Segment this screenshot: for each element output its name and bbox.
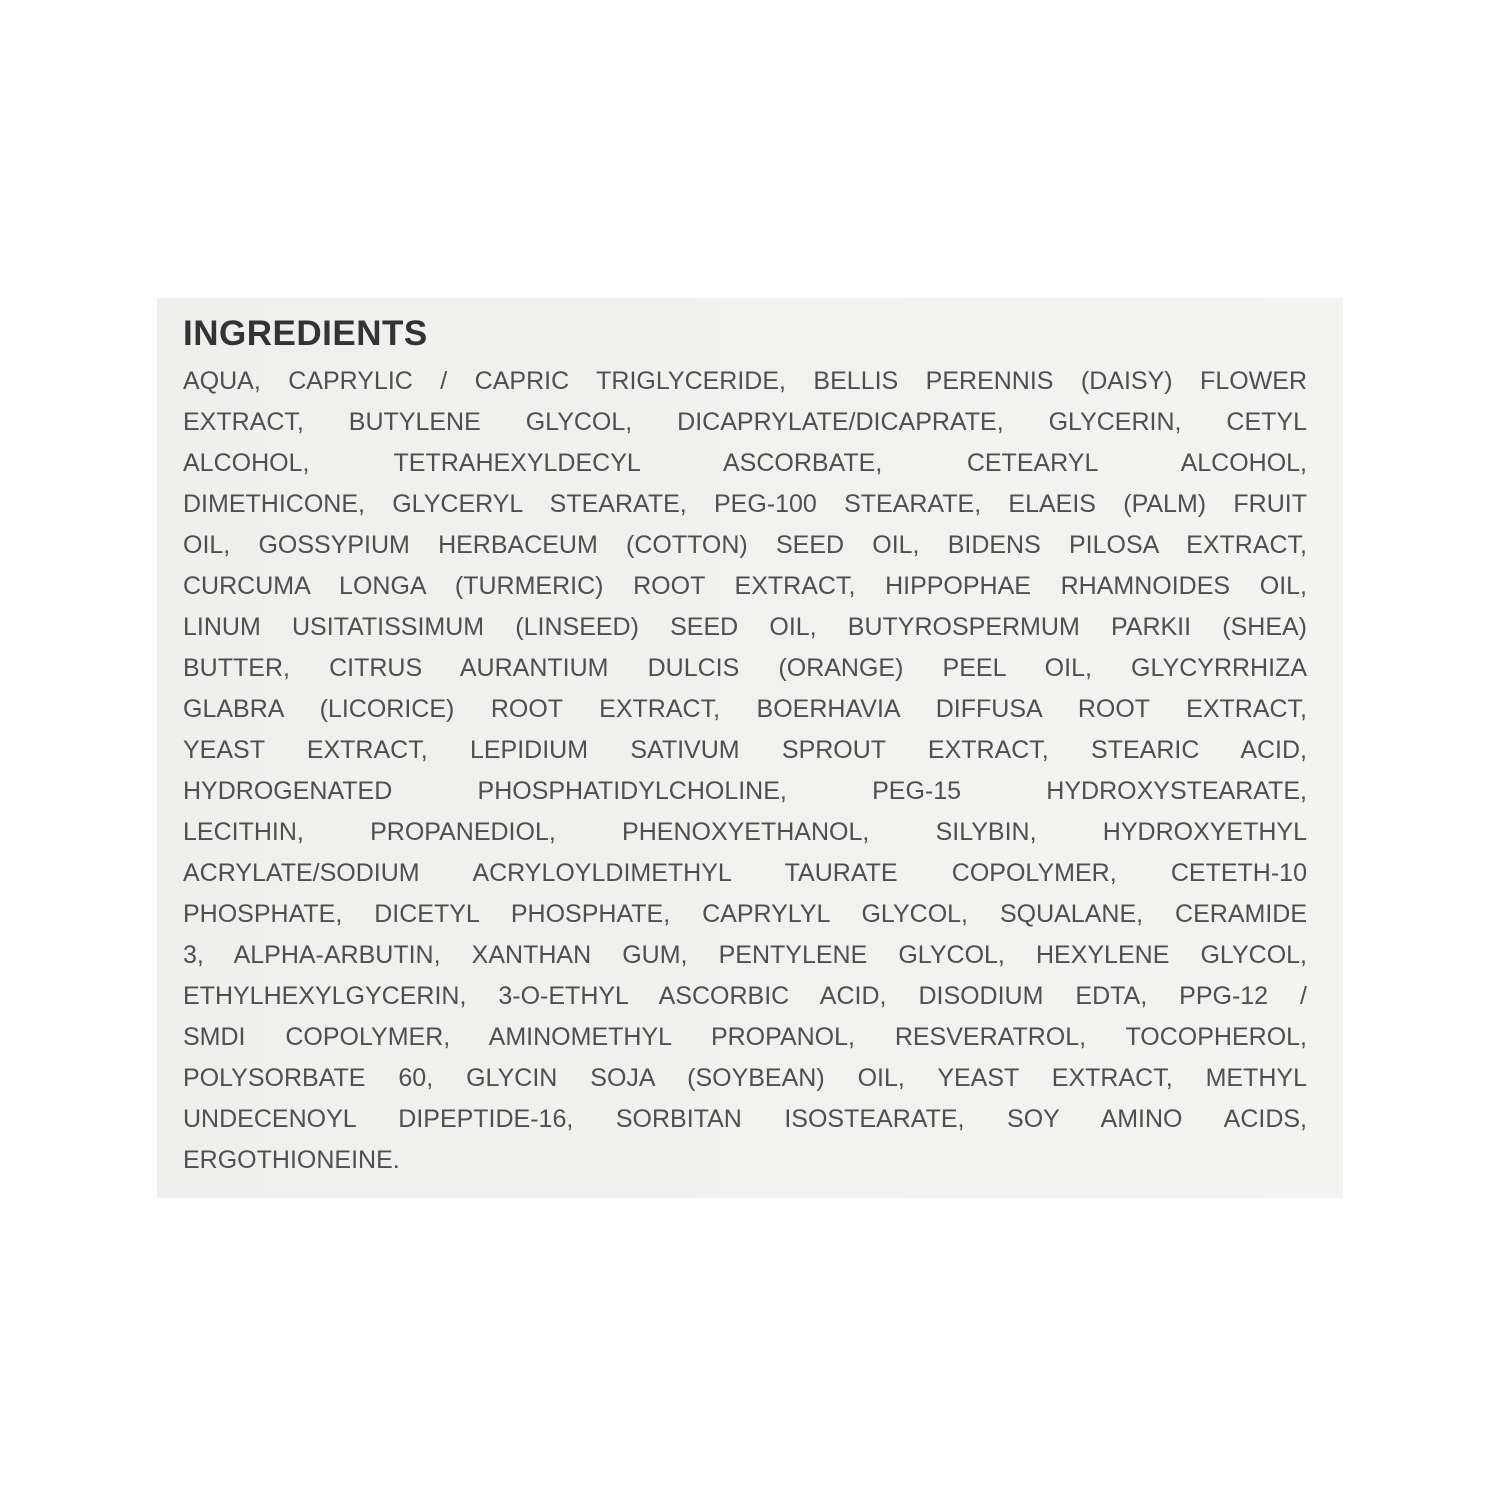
ingredients-text (183, 361, 1307, 1181)
ingredients-heading: INGREDIENTS (183, 314, 428, 353)
ingredients-line: GLABRA (LICORICE) ROOT EXTRACT, BOERHAVIA DIFFUSA ROOT EXTRACT, (183, 695, 1307, 723)
ingredients-line: YEAST EXTRACT, LEPIDIUM SATIVUM SPROUT EXTRACT, STEARIC ACID, (183, 736, 1307, 764)
ingredients-line: LINUM USITATISSIMUM (LINSEED) SEED OIL, BUTYROSPERMUM PARKII (SHEA) (183, 613, 1307, 641)
ingredients-line: ERGOTHIONEINE. (183, 1146, 400, 1174)
ingredients-line: LECITHIN, PROPANEDIOL, PHENOXYETHANOL, SILYBIN, HYDROXYETHYL (183, 818, 1307, 846)
ingredients-line: PHOSPHATE, DICETYL PHOSPHATE, CAPRYLYL GLYCOL, SQUALANE, CERAMIDE (183, 900, 1307, 928)
ingredients-line: EXTRACT, BUTYLENE GLYCOL, DICAPRYLATE/DICAPRATE, GLYCERIN, CETYL (183, 408, 1307, 436)
ingredients-line: ALCOHOL, TETRAHEXYLDECYL ASCORBATE, CETEARYL ALCOHOL, (183, 449, 1307, 477)
ingredients-line: HYDROGENATED PHOSPHATIDYLCHOLINE, PEG-15 HYDROXYSTEARATE, (183, 777, 1307, 805)
product-label-panel (157, 298, 1343, 1198)
ingredients-line: 3, ALPHA-ARBUTIN, XANTHAN GUM, PENTYLENE GLYCOL, HEXYLENE GLYCOL, (183, 941, 1307, 969)
ingredients-line: ACRYLATE/SODIUM ACRYLOYLDIMETHYL TAURATE COPOLYMER, CETETH-10 (183, 859, 1307, 887)
ingredients-line: SMDI COPOLYMER, AMINOMETHYL PROPANOL, RESVERATROL, TOCOPHEROL, (183, 1023, 1307, 1051)
ingredients-line: ETHYLHEXYLGYCERIN, 3-O-ETHYL ASCORBIC ACID, DISODIUM EDTA, PPG-12 / (183, 982, 1307, 1010)
ingredients-line: DIMETHICONE, GLYCERYL STEARATE, PEG-100 STEARATE, ELAEIS (PALM) FRUIT (183, 490, 1307, 518)
ingredients-line: POLYSORBATE 60, GLYCIN SOJA (SOYBEAN) OIL, YEAST EXTRACT, METHYL (183, 1064, 1307, 1092)
ingredients-line: OIL, GOSSYPIUM HERBACEUM (COTTON) SEED OIL, BIDENS PILOSA EXTRACT, (183, 531, 1307, 559)
ingredients-line: AQUA, CAPRYLIC / CAPRIC TRIGLYCERIDE, BELLIS PERENNIS (DAISY) FLOWER (183, 367, 1307, 395)
ingredients-line: BUTTER, CITRUS AURANTIUM DULCIS (ORANGE) PEEL OIL, GLYCYRRHIZA (183, 654, 1307, 682)
ingredients-line: CURCUMA LONGA (TURMERIC) ROOT EXTRACT, HIPPOPHAE RHAMNOIDES OIL, (183, 572, 1307, 600)
ingredients-line: UNDECENOYL DIPEPTIDE-16, SORBITAN ISOSTEARATE, SOY AMINO ACIDS, (183, 1105, 1307, 1133)
